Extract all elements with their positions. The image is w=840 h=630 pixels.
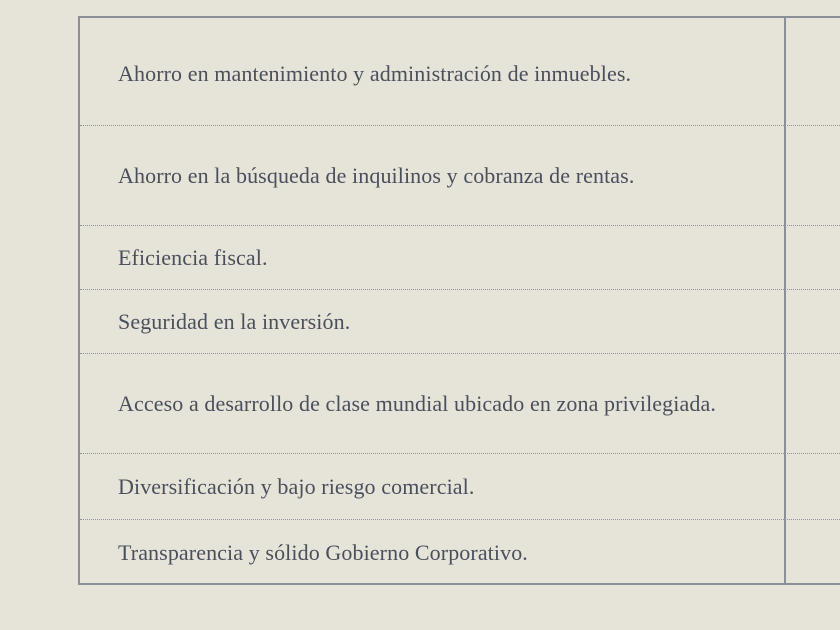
- row-text: Diversificación y bajo riesgo comercial.: [118, 473, 475, 499]
- table-row: [80, 18, 840, 126]
- table-row: [80, 454, 840, 520]
- row-text: Eficiencia fiscal.: [118, 244, 268, 270]
- table-row: [80, 290, 840, 354]
- table-row: [80, 354, 840, 454]
- table-row: [80, 226, 840, 290]
- table-row: [80, 520, 840, 585]
- row-text: Seguridad en la inversión.: [118, 308, 351, 334]
- benefits-table: [80, 18, 840, 585]
- row-text: Ahorro en mantenimiento y administración de inmuebles.: [118, 60, 632, 86]
- row-text: Transparencia y sólido Gobierno Corporativo.: [118, 539, 528, 565]
- row-text: Ahorro en la búsqueda de inquilinos y cobranza de rentas.: [118, 162, 635, 188]
- table-row: [80, 126, 840, 226]
- row-text: Acceso a desarrollo de clase mundial ubicado en zona privilegiada.: [118, 390, 716, 416]
